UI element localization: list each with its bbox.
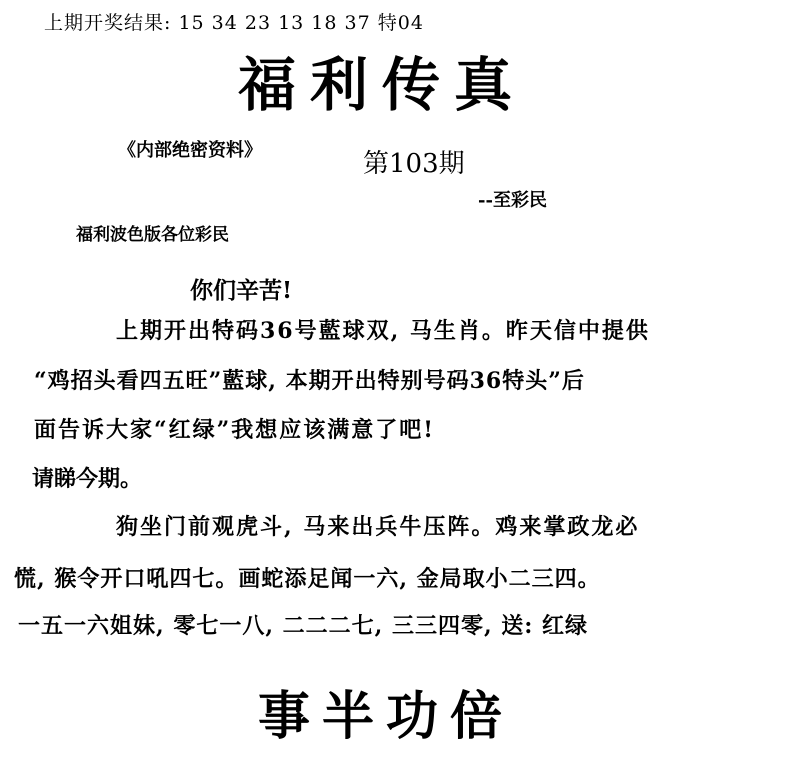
footer-phrase: 事半功倍 [258,686,515,747]
letter-line: 请睇今期。 [32,466,143,492]
letter-line: 一五一六姐妹, 零七一八, 二二二七, 三三四零, 送: 红绿 [18,613,589,639]
letter-line: 上期开出特码36号藍球双, 马生肖。昨天信中提供 [116,318,650,344]
letter-line: “鸡招头看四五旺”藍球, 本期开出特别号码36特头”后 [34,368,585,394]
letter-line: 面告诉大家“红绿”我想应该满意了吧! [34,417,435,443]
issue-number: 第103期 [363,149,465,179]
subtitle: 《内部绝密资料》 [118,140,262,161]
letter-line: 慌, 猴令开口吼四七。画蛇添足闻一六, 金局取小二三四。 [14,566,601,592]
letter-line: 狗坐门前观虎斗, 马来出兵牛压阵。鸡来掌政龙必 [116,514,640,540]
last-draw-result: 上期开奖结果: 15 34 23 13 18 37 特04 [44,12,424,34]
opening-line: 你们辛苦! [190,277,293,304]
greeting: 福利波色版各位彩民 [76,225,229,245]
page-title: 福利传真 [238,51,527,119]
signature: --至彩民 [478,190,547,211]
